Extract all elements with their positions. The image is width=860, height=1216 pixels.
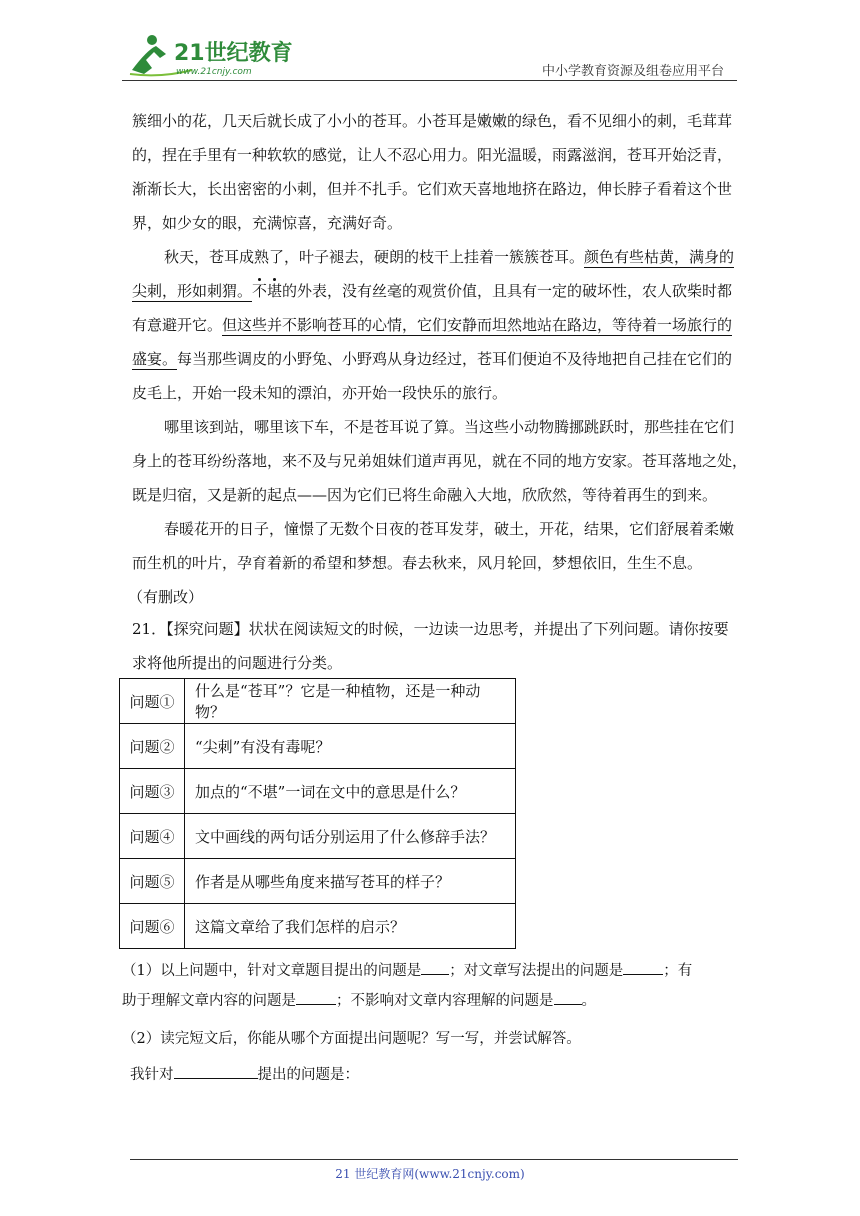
header-divider bbox=[122, 80, 737, 81]
text-line: 而生机的叶片，孕育着新的希望和梦想。春去秋来，风月轮回，梦想依旧，生生不息。 bbox=[132, 554, 703, 572]
table-row bbox=[120, 859, 516, 904]
passage-paragraph-4 bbox=[128, 512, 735, 614]
underlined-sentence: 但这些并不影响苍耳的心情，它们安静而坦然地站在路边，等待着一场旅行的 bbox=[222, 316, 733, 334]
text-run: （1）以上问题中，针对文章题目提出的问题是 bbox=[122, 963, 422, 979]
text-line bbox=[132, 274, 732, 308]
question-21-prompt bbox=[132, 612, 732, 680]
answer-blank[interactable] bbox=[623, 960, 663, 975]
dotted-char: 堪 bbox=[267, 282, 283, 300]
dotted-char: 不 bbox=[252, 282, 268, 300]
question-key: 问题③ bbox=[120, 769, 185, 814]
text-line: 哪里该到站，哪里该下车，不是苍耳说了算。当这些小动物腾挪跳跃时，那些挂在它们 bbox=[164, 418, 735, 436]
table-row bbox=[120, 904, 516, 949]
logo-url-text: www.21cnjy.com bbox=[176, 67, 252, 77]
site-logo bbox=[122, 30, 292, 80]
question-key: 问题② bbox=[120, 724, 185, 769]
question-key: 问题⑤ bbox=[120, 859, 185, 904]
question-text: 这篇文章给了我们怎样的启示？ bbox=[185, 904, 516, 949]
question-text: “尖刺”有没有毒呢？ bbox=[185, 724, 516, 769]
question-key: 问题⑥ bbox=[120, 904, 185, 949]
runner-logo-icon bbox=[122, 30, 292, 80]
text-line: 求将他所提出的问题进行分类。 bbox=[132, 654, 343, 672]
text-line bbox=[132, 240, 735, 274]
text-run: ；对文章写法提出的问题是 bbox=[449, 963, 624, 979]
platform-name: 中小学教育资源及组卷应用平台 bbox=[541, 64, 724, 79]
text-run: 助于理解文章内容的问题是 bbox=[122, 993, 296, 1009]
answer-blank[interactable] bbox=[174, 1064, 258, 1079]
text-run: 有意避开它。 bbox=[132, 316, 223, 334]
question-text: 加点的“不堪”一词在文中的意思是什么？ bbox=[185, 769, 516, 814]
text-line: 界，如少女的眼，充满惊喜，充满好奇。 bbox=[132, 214, 403, 232]
underlined-sentence: 颜色有些枯黄，满身的 bbox=[584, 248, 735, 266]
source-note: （有删改） bbox=[128, 588, 204, 606]
answer-blank[interactable] bbox=[554, 990, 582, 1005]
text-run: 的外表，没有丝毫的观赏价值，且具有一定的破坏性，农人砍柴时都 bbox=[282, 282, 733, 300]
text-line bbox=[132, 308, 732, 342]
page-footer: 21 世纪教育网(www.21cnjy.com) bbox=[335, 1167, 525, 1181]
passage-paragraph-2 bbox=[132, 240, 735, 410]
text-line: 春暖花开的日子，憧憬了无数个日夜的苍耳发芽，破土，开花，结果，它们舒展着柔嫩 bbox=[164, 520, 735, 538]
question-key: 问题④ bbox=[120, 814, 185, 859]
text-line: 的，捏在手里有一种软软的感觉，让人不忍心用力。阳光温暖，雨露滋润，苍耳开始泛青， bbox=[132, 146, 733, 164]
text-line bbox=[122, 956, 742, 986]
text-run: 。 bbox=[581, 993, 596, 1009]
underlined-sentence: 盛宴。 bbox=[132, 350, 178, 368]
underlined-sentence: 尖刺，形如刺猬。 bbox=[132, 282, 253, 300]
text-run: ；不影响对文章内容理解的问题是 bbox=[336, 993, 554, 1009]
sub-question-2: （2）读完短文后，你能从哪个方面提出问题呢？写一写，并尝试解答。 bbox=[122, 1031, 581, 1047]
text-line: 身上的苍耳纷纷落地，来不及与兄弟姐妹们道声再见，就在不同的地方安家。苍耳落地之处， bbox=[132, 452, 748, 470]
footer-divider bbox=[130, 1159, 738, 1160]
question-key: 问题① bbox=[120, 679, 185, 724]
text-run: ；有 bbox=[663, 963, 693, 979]
text-line: 皮毛上，开始一段未知的漂泊，亦开始一段快乐的旅行。 bbox=[132, 384, 508, 402]
question-text: 文中画线的两句话分别运用了什么修辞手法？ bbox=[185, 814, 516, 859]
question-text: 作者是从哪些角度来描写苍耳的样子？ bbox=[185, 859, 516, 904]
passage-paragraph-1 bbox=[132, 104, 732, 240]
table-row bbox=[120, 679, 516, 724]
sub-question-1 bbox=[122, 956, 742, 1016]
answer-blank[interactable] bbox=[296, 990, 336, 1005]
text-line: 渐渐长大，长出密密的小刺，但并不扎手。它们欢天喜地地挤在路边，伸长脖子看着这个世 bbox=[132, 180, 733, 198]
table-row bbox=[120, 724, 516, 769]
text-run: 每当那些调皮的小野兔、小野鸡从身边经过，苍耳们便迫不及待地把自己挂在它们的 bbox=[177, 350, 733, 368]
question-table bbox=[119, 678, 516, 949]
answer-blank[interactable] bbox=[421, 960, 449, 975]
passage-paragraph-3 bbox=[132, 410, 748, 512]
text-line bbox=[132, 342, 732, 376]
sub-question-3 bbox=[130, 1060, 750, 1090]
text-line bbox=[122, 986, 742, 1016]
text-line: 21．【探究问题】状状在阅读短文的时候，一边读一边思考，并提出了下列问题。请你按要 bbox=[132, 620, 729, 638]
question-text: 什么是“苍耳”？它是一种植物，还是一种动物？ bbox=[185, 679, 516, 724]
text-run: 提出的问题是： bbox=[257, 1067, 359, 1083]
text-line: 既是归宿，又是新的起点——因为它们已将生命融入大地，欣欣然，等待着再生的到来。 bbox=[132, 486, 718, 504]
text-line: 簇细小的花，几天后就长成了小小的苍耳。小苍耳是嫩嫩的绿色，看不见细小的刺，毛茸茸 bbox=[132, 112, 733, 130]
text-run: 秋天，苍耳成熟了，叶子褪去，硬朗的枝干上挂着一簇簇苍耳。 bbox=[164, 248, 585, 266]
logo-text: 21世纪教育 bbox=[174, 41, 292, 66]
page-header bbox=[0, 0, 860, 90]
table-row bbox=[120, 814, 516, 859]
text-run: 我针对 bbox=[130, 1067, 174, 1083]
table-row bbox=[120, 769, 516, 814]
